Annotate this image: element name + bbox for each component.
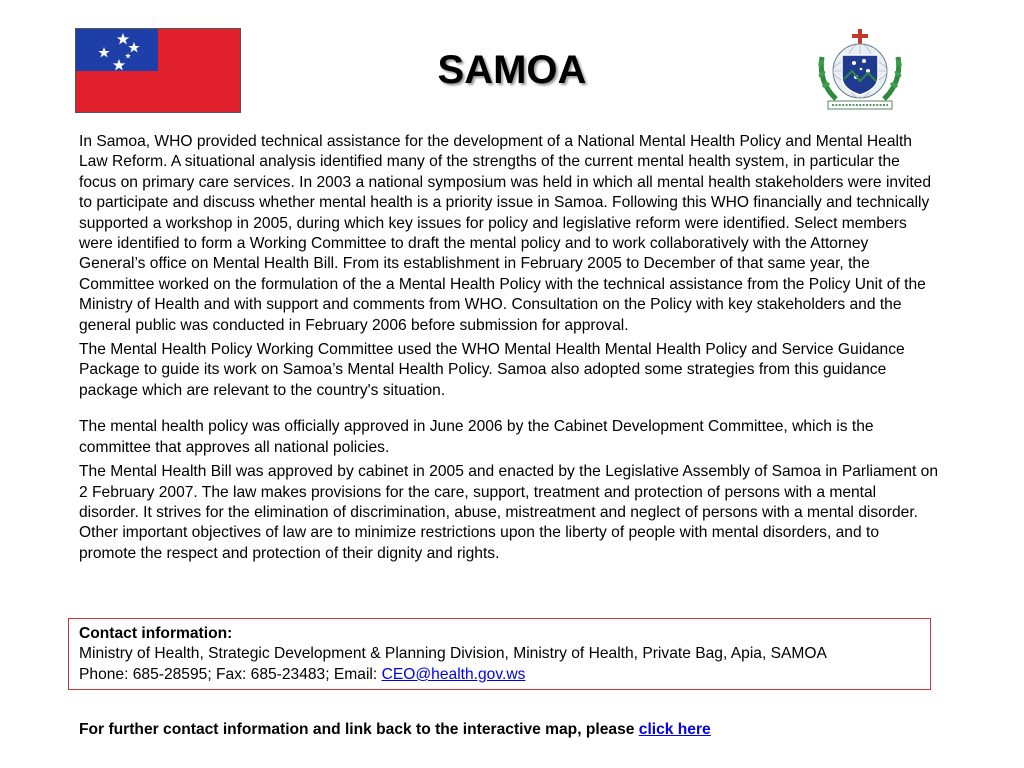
further-contact-text: For further contact information and link back to the interactive map, please [79,721,639,738]
paragraph-policy-approval: The mental health policy was officially approved in June 2006 by the Cabinet Development Committee, which is the committee that approves all national policies. [79,418,874,456]
contact-phone-line [79,665,920,685]
body-text [79,132,939,568]
contact-address: Ministry of Health, Strategic Development & Planning Division, Ministry of Health, Private Bag, Apia, SAMOA [79,645,827,663]
click-here-link[interactable]: click here [638,721,711,738]
paragraph-working-committee: The Mental Health Policy Working Committee used the WHO Mental Health Mental Health Policy and Service Guidance Package to guide its work on Samoa’s Mental Health Policy. Samoa also adopted some strategies from this guidance package which are relevant to the country's situation. [79,341,905,399]
paragraph-who-assistance: In Samoa, WHO provided technical assistance for the development of a National Mental Health Policy and Mental Health Law Reform. A situational analysis identified many of the strengths of the current mental health system, in particular the focus on primary care services. In 2003 a national symposium was held in which all mental health stakeholders were invited to participate and discuss whether mental health is a priority issue in Samoa. Following this WHO financially and technically supported a workshop in 2005, during which key issues for policy and legislative reform were identified. Select members were identified to form a Working Committee to draft the mental policy and to work collaboratively with the Attorney General’s office on Mental Health Bill. From its establishment in February 2005 to December of that same year, the Committee worked on the formulation of the a Mental Health Policy with the technical assistance from the Policy Unit of the Ministry of Health and with support and comments from WHO. Consultation on the Policy with key stakeholders and the general public was conducted in February 2006 before submission for approval. [79,133,932,334]
page-title: SAMOA [437,48,587,92]
contact-heading: Contact information: [79,625,233,642]
coat-of-arms-icon [812,27,908,113]
contact-information-box [68,618,931,690]
contact-phone-fax: Phone: 685-28595; Fax: 685-23483; Email: [79,665,382,683]
paragraph-mental-health-bill: The Mental Health Bill was approved by cabinet in 2005 and enacted by the Legislative Assembly of Samoa in Parliament on 2 February 2007. The law makes provisions for the care, support, treatment and protection of persons with a mental disorder. It strives for the elimination of discrimination, abuse, mistreatment and neglect of persons with a mental disorder. Other important objectives of law are to minimize restrictions upon the liberty of people with mental disorders, and to promote the respect and protection of their dignity and rights. [79,463,939,562]
further-contact-line [79,720,711,740]
samoa-coat-of-arms-image [812,27,908,113]
email-link[interactable]: CEO@health.gov.ws [381,665,526,683]
